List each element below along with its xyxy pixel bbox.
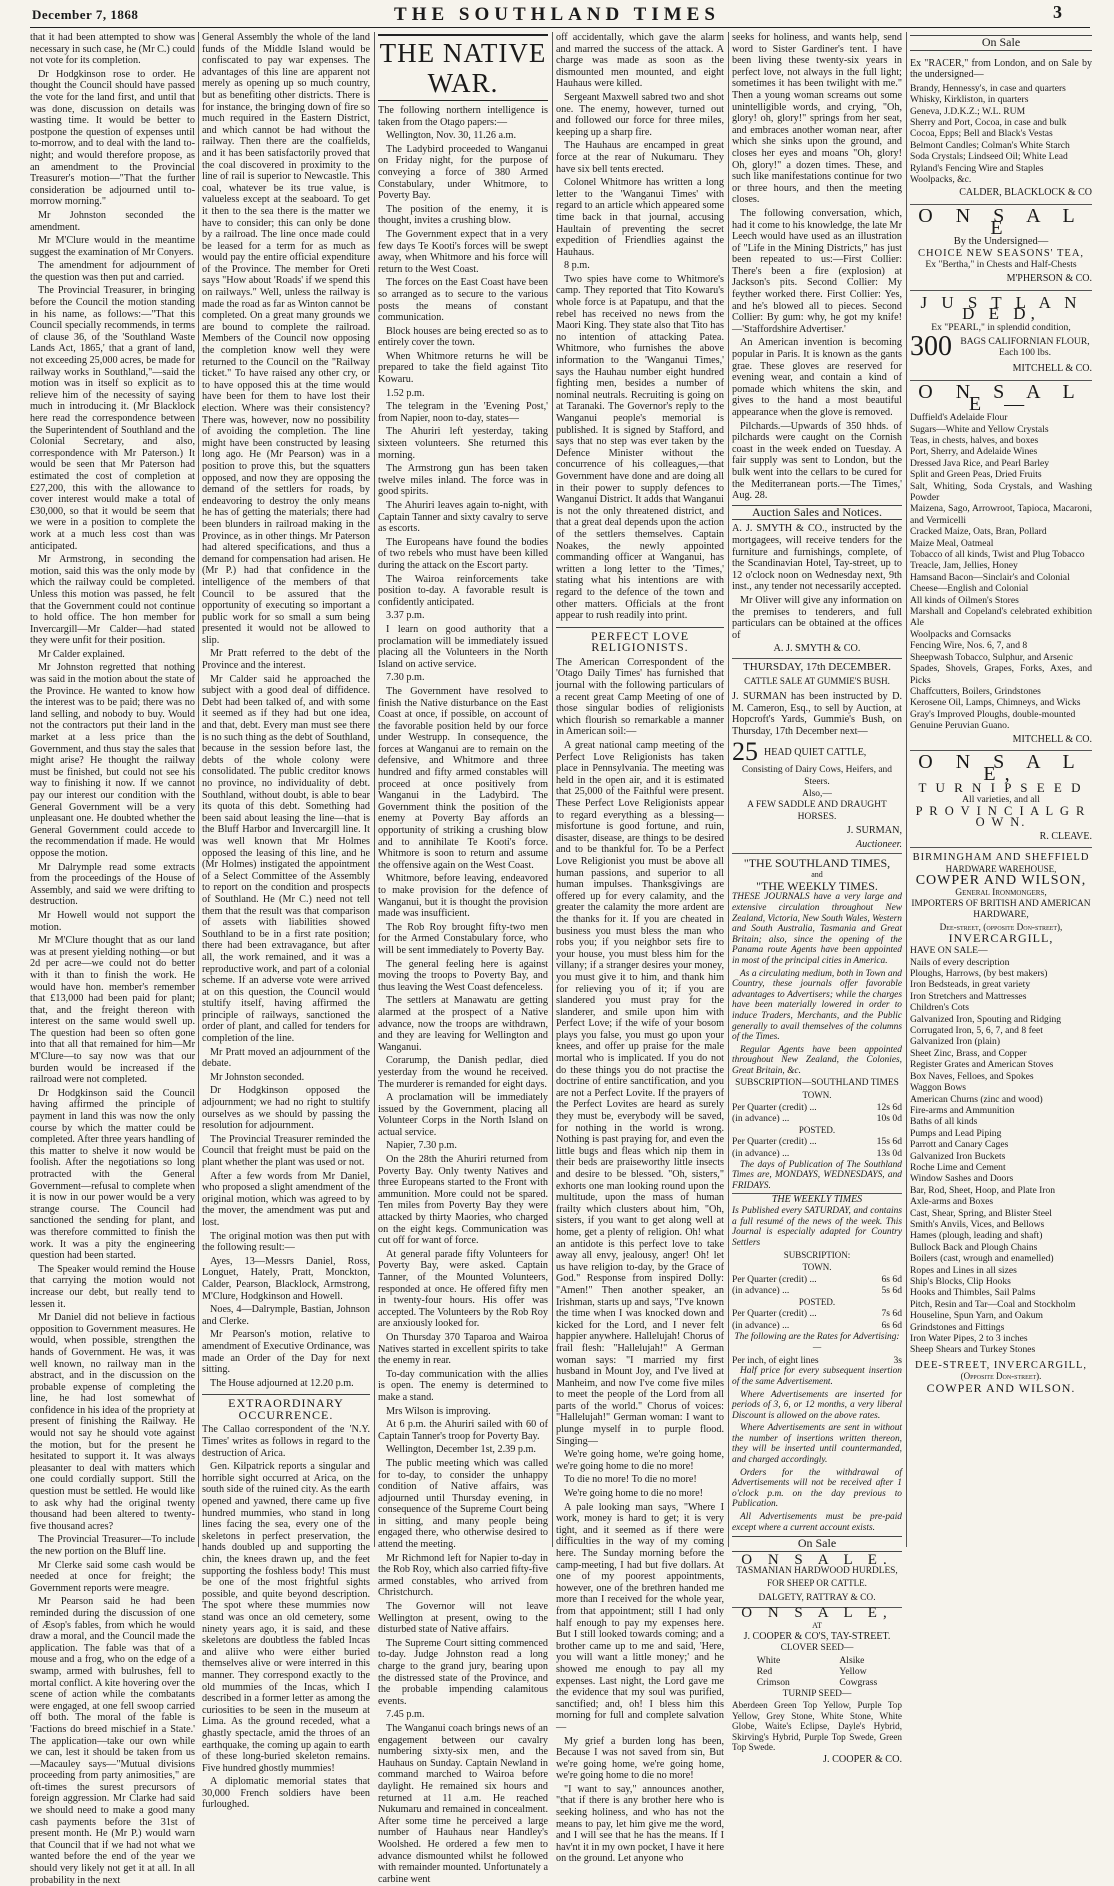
cattle-count: 25 xyxy=(732,737,758,767)
native-war-title: THE NATIVE WAR. xyxy=(378,34,548,101)
rate-label: (in advance) ... xyxy=(732,1148,790,1160)
hardware-warehouse: HARDWARE WAREHOUSE, xyxy=(945,863,1057,874)
medium-text: As a circulating medium, both in Town and Country, these journals offer favorable advantages to Advertisers; while the charges have been materially lowered in order to induce Traders, Merchants, and the Public generally to avail themselves of the columns of the Times. xyxy=(732,968,902,1043)
ad-rates-heading: The following are the Rates for Advertising:— xyxy=(734,1331,900,1354)
paragraph: 7.45 p.m. xyxy=(386,1709,425,1721)
on-sale-big: O N S A L E. xyxy=(741,1551,893,1568)
mitchell-item: Marshall and Copeland's celebrated exhibition Ale xyxy=(910,606,1092,629)
mitchell-item: Cheese—English and Colonial xyxy=(910,583,1029,595)
mitchell-item: All kinds of Oilmen's Stores xyxy=(910,594,1019,606)
paragraph: The amendment for adjournment of the question was then put and carried. xyxy=(30,260,195,283)
rate-row xyxy=(732,1148,902,1160)
ad-rate-value: 3s xyxy=(893,1354,902,1366)
paragraph: The House adjourned at 12.20 p.m. xyxy=(210,1377,354,1389)
paragraph: Noes, 4—Dalrymple, Bastian, Johnson and Clerke. xyxy=(202,1304,370,1327)
racer-item: Belmont Candles; Colman's White Starch xyxy=(910,139,1070,151)
section-title-extraordinary: EXTRAORDINARY OCCURRENCE. xyxy=(202,1394,370,1421)
rate-row xyxy=(732,1320,902,1332)
cowper-item: Axle-arms and Boxes xyxy=(910,1196,994,1208)
mitchell-sig-2: MITCHELL & CO. xyxy=(1012,733,1092,745)
racer-item: Soda Crystals; Lindseed Oil; White Lead xyxy=(910,151,1068,163)
paragraph: To die no more! To die no more! xyxy=(564,1474,697,1486)
clover-item: Crimson xyxy=(756,1677,790,1689)
paragraph: Wellington, December 1st, 2.39 p.m. xyxy=(386,1444,536,1456)
paragraph: Sergeant Maxwell sabred two and shot one. The enemy, however, turned out and followed our force for three miles, keeping up a sharp fire. xyxy=(556,91,724,138)
mitchell-item: Sheepwash Tobacco, Sulphur, and Arsenic xyxy=(910,651,1073,663)
rate-label: (in advance) ... xyxy=(732,1319,790,1331)
cowper-item: Parrott and Canary Cages xyxy=(910,1139,1009,1151)
paragraph: Mr Howell would not support the motion. xyxy=(30,909,195,933)
paragraph: Mr Pratt moved an adjournment of the debate. xyxy=(202,1046,370,1070)
racer-ad xyxy=(910,54,1092,205)
paragraph: The Wanganui coach brings news of an engagement between our cavalry numbering sixty-six men, and the Hauhaus on Sunday. Captain Newland in command marched to Wairoa before daylight. He remained six hours and returned at 11 a.m. He reached Nukumaru and remained in concealment. After some time he perceived a large number of Hauhaus near Handley's Woolshed. He ordered a few men to advance dismounted whilst he followed with remainder mounted. Unfortunately a carbine went xyxy=(378,1722,548,1885)
rate-row xyxy=(732,1113,902,1125)
mitchell-item: Kerosene Oil, Lamps, Chimneys, and Wicks xyxy=(910,697,1081,709)
cowper-item: Boilers (cast, wrough and enamelled) xyxy=(910,1253,1054,1265)
paragraph: The Ahuriri leaves again to-night, with Captain Tanner and sixty cavalry to serve as escorts. xyxy=(378,500,548,535)
column-1 xyxy=(30,32,195,1886)
paragraph: On the 28th the Ahuriri returned from Poverty Bay. Only twenty Natives and three Europeans started to the Front with ammunition. More could not be spared. Ten miles from Poverty Bay they were attacked by thirty Maories, who charged on the eight kegs. Communication was cut off for want of force. xyxy=(378,1154,548,1247)
page-date: December 7, 1868 xyxy=(32,7,139,22)
paragraph: Mr Pearson said he had been reminded during the discussion of one of Æsop's fables, from which he would draw a moral, and the Council made the application. The fable was that of a mouse and a frog, who on the edge of a swamp, armed with bulrushes, fell to mortal conflict. A kite hovering over the scene of action while the combatants were engaged, at one fell swoop carried off both. The moral of the fable is 'Factions do breed mischief in a State.' The application—take our own while we can, lest it should be taken from us—Macauley says—"Mutual divisions proceeding from party animosities," are oft-times the surest precursors of foreign aggression. Mr Clarke had said we should need to make a good many cash payments before the 31st of present month. He (Mr P.) would warn that Council that if we had not what we wanted before the end of the year we should very likely not get it at all. In all probability in the next xyxy=(30,1596,195,1886)
prepaid-note: All Advertisements must be pre-paid except where a current account exists. xyxy=(732,1512,902,1533)
for-sheep: FOR SHEEP OR CATTLE. xyxy=(767,1578,867,1588)
mitchell-item: Tobacco of all kinds, Twist and Plug Tobacco xyxy=(910,549,1085,561)
paragraph: 8 p.m. xyxy=(564,260,590,272)
paragraph: The original motion was then put with the following result:— xyxy=(202,1230,370,1254)
mitchell-sig-1: MITCHELL & CO. xyxy=(1012,363,1092,375)
paragraph: At general parade fifty Volunteers for Poverty Bay, were asked. Captain Tanner, of the Mounted Volunteers, responded at once. He offered fifty men in twenty-four hours. His offer was accepted. The Volunteers by the Rob Roy are anxiously looked for. xyxy=(378,1248,548,1330)
flour-bags: BAGS CALIFORNIAN FLOUR, Each 100 lbs. xyxy=(960,335,1090,359)
paragraph: The forces on the East Coast have been so arranged as to secure to the various posts the means of constant communication. xyxy=(378,277,548,324)
racer-item: Ryland's Fencing Wire and Staples xyxy=(910,162,1044,174)
rate-label: Per Quarter (credit) ... xyxy=(732,1101,817,1113)
clover-item: Red xyxy=(756,1665,773,1677)
rate-label: (in advance) ... xyxy=(732,1113,790,1125)
on-sale-heading-right: On Sale xyxy=(910,35,1092,51)
posted-label-2: POSTED. xyxy=(798,1296,836,1307)
cowper-item: Nails of every description xyxy=(910,956,1010,968)
column-divider xyxy=(374,32,375,1547)
paragraph: A great national camp meeting of the Perfect Love Religionists has taken place in Pennsylvania. The meeting was held in the open air, and it is estimated that 25,000 of the Faithful were present. These Perfect Love Religionists appear to regard everything as a blessing—misfortune is good fortune, and ruin, disaster, disease, are things to be desired and to be thankful for. To be a Perfect Love Religionist you must be above all human passions, and superior to all human impulses. Thanksgivings are offered up for every calamity, and the greater the calamity the more ardent are the thanks for it. If you are cheated in business you must bless the man who robs you; if you neighbor sets fire to your house, you must bless him for the villany; if a stranger desires your money, you must give it to him, and thank him for relieving you of it; if you are slandered you must pray for the slanderer, and smile upon him with Perfect Love; if the wife of your bosom plays you false, you must go upon your knees, and offer up praise for the male mortal who is implicated. If you do not do these things you do not practise the doctrine of entire sanctification, and you are not a Perfect Lovite. If the prayers of the Perfect Lovites are heard as surely they must be, everybody will be saved, for nothing in the world is wrong. Nothing is past praying for, and even the little bugs and fleas which nip them in their beds are praiseworthy little insects and desire to be blessed. "Oh, sisters," exhorts one man looking round upon the multitude, upon the mass of human frailty which clusters about him, "Oh, sisters, if you want to get along well at home, get a plenty of religion. Oh! what an antidote is this perfect love to take away all envy, jealousy, anger! Oh! let us have religion to-day, by the Grace of God." Response from inspired Dolly: "Amen!" Then another speaker, an Irishman, starts up and says, "I've known the time when I was knocked down and kicked for the Lord, and I never felt happier anywhere. Hallelujah! Chorus of frail flesh: "Hallelujah!" A German woman says: "I married my first husband in Mount Joy, and I've lived at Manheim, and now I've come five miles to meet the people of the Lord from all parts of the world." Chorus of voices: "Hallelujah!" German woman: I want to plunge myself in to purple flood. Singing— xyxy=(556,740,724,1447)
mitchell-item: Dressed Java Rice, and Pearl Barley xyxy=(910,457,1050,469)
auction-smyth: A. J. SMYTH & CO., instructed by the mortgagees, will receive tenders for the furniture and furnishings, complete, of the Scandinavian Hotel, Tay-street, up to 12 o'clock noon on Wednesday next, 9th inst., any tender not necessarily accepted. xyxy=(732,523,902,593)
cowper-item: Hames (plough, leading and shaft) xyxy=(910,1230,1043,1242)
section-title-perfect-love: PERFECT LOVE RELIGIONISTS. xyxy=(556,627,724,654)
just-landed: J U S T L A N D E D, xyxy=(920,292,1082,324)
paragraph: The American Correspondent of the 'Otago Daily Times' has furnished that journal with the following particulars of a recent great Camp Meeting of one of those singular bodies of religionists which flourish so remarkable a manner in American soil:— xyxy=(556,656,724,738)
paragraph: seeks for holiness, and wants help, send word to Sister Gardiner's tent. I have been living these twenty-six years in perfect love, not always in the full light; sometimes it has been twilight with me." Then a young woman screams out some unintelligible words, and crying, "Oh, glory! oh, glory!" springs from her seat, and embraces another woman near, after which she sinks upon the ground, and closes her eyes and moans "Oh, glory! Oh, glory!" a dozen times. These, and such like manifestations continue for two or three hours, and then the meeting closes. xyxy=(732,32,902,206)
turnip-heading: TURNIP SEED— xyxy=(782,1688,852,1699)
birmingham: BIRMINGHAM AND SHEFFIELD xyxy=(912,852,1090,864)
paragraph: A diplomatic memorial states that 30,000 French soldiers have been furloughed. xyxy=(202,1776,370,1811)
paragraph: Mr Dalrymple read some extracts from the proceedings of the House of Assembly, and said we were drifting to destruction. xyxy=(30,861,195,908)
cowper-item: Iron Bedsteads, in great variety xyxy=(910,979,1031,991)
page-mark: 3 xyxy=(1053,2,1062,22)
paragraph: 3.37 p.m. xyxy=(386,610,425,622)
cowper-item: Sheet Zinc, Brass, and Copper xyxy=(910,1047,1027,1059)
paragraph: We're going home to die no more! xyxy=(564,1488,704,1500)
paragraph: Dr Hodgkinson opposed the adjournment; we had no right to stultify ourselves as we should by passing the resolution for adjournment. xyxy=(202,1085,370,1132)
cowper-item: Baths of all kinds xyxy=(910,1116,978,1128)
cowper-item: Galvanized Iron (plain) xyxy=(910,1036,1001,1048)
turnip-list: Aberdeen Green Top Yellow, Purple Top Yellow, Grey Stone, White Stone, White Globe, Waite's Eclipse, Dayle's Hybrid, Skirving's Hybrid, Purple Top Swede, Green Top Swede. xyxy=(732,1700,902,1752)
paragraph: Block houses are being erected so as to entirely cover the town. xyxy=(378,325,548,349)
paragraph: The Provincial Treasurer reminded the Council that freight must be paid on the plant whether the plant was used or not. xyxy=(202,1133,370,1168)
cowper-item: Fire-arms and Ammunition xyxy=(910,1104,1015,1116)
paragraph: The Armstrong gun has been taken twelve miles inland. The force was in good spirits. xyxy=(378,463,548,498)
rate-row xyxy=(732,1308,902,1320)
invercargill: INVERCARGILL, xyxy=(948,931,1054,946)
paragraph: General Assembly the whole of the land funds of the Middle Island would be confiscated to pay war expenses. The advantages of this line are apparent not merely as opening up so much country, but as benefiting other districts. There is for instance, the bringing down of fire so much required in the Eastern District, and which cannot be had without the railway. Then there are the coalfields, and it has been satisfactorily proved that the coal discovered in proximity to the line of rail is superior to Newcastle. This coal, whatever be its true value, is valueless except at the seaboard. To get it then to the sea there is the matter we have to consider; this can only be done by a railroad. The line once made could be leased for a term for as much as would pay the entire official expenditure of the Province. The member for Oreti says "How about 'Roads' if we spend this on railways." Well, unless the railway is made the road as far as Winton cannot be completed. On a great many grounds we are bound to complete the railroad. Members of the Council now opposing the completion know well they were returned to the Council on the "Railway ticket." To have raised any other cry, or to have opposed this at the time would have been for them to have lost their election. Where was their consistency? There was, however, now no possibility of avoiding the completion. The line might have been constructed by leasing long ago. He (Mr Pearson) was in a position to prove this, but the squatters opposed, and now they are opposing the demand of the settlers for roads, by endeavoring to destroy the only means he has of getting the materials; there had been blunders in railroad making in the Province, as in other things. Mr Paterson had altered specifications, and thus a demand for compensation had arisen. He (Mr P.) had that confidence in the intelligence of the members of that Council to be assured that the opportunity of executing so important a public work for so small a sum being presented it would not be allowed to slip. xyxy=(202,32,370,646)
paragraph: The Governor will not leave Wellington at present, owing to the disturbed state of Native affairs. xyxy=(378,1601,548,1636)
page-header xyxy=(0,0,1114,30)
cowper-item: Box Naves, Felloes, and Spokes xyxy=(910,1070,1034,1082)
cowper-item: Register Grates and American Stoves xyxy=(910,1059,1054,1071)
hardware-label: HARDWARE, xyxy=(973,910,1029,921)
surman-role: Auctioneer. xyxy=(732,839,902,854)
cowper-item: Galvanized Iron Buckets xyxy=(910,1150,1006,1162)
cowper-item: Hooks and Thimbles, Sail Palms xyxy=(910,1287,1036,1299)
publication-days: The days of Publication of The Southland Times are, MONDAYS, WEDNESDAYS, and FRIDAYS. xyxy=(732,1159,902,1191)
mitchell-item: Treacle, Jam, Jellies, Honey xyxy=(910,560,1018,572)
paragraph: The position of the enemy, it is thought, invites a crushing blow. xyxy=(378,203,548,227)
clover-item: Cowgrass xyxy=(839,1677,878,1689)
paragraph: The public meeting which was called for to-day, to consider the unhappy condition of Native affairs, was adjourned until Thursday evening, in consequence of the Supreme Court being in sitting, and many people being engaged there, who otherwise desired to attend the meeting. xyxy=(378,1457,548,1551)
ad-rate-label: Per inch, of eight lines xyxy=(732,1354,819,1366)
dee-street: Dee-street, (opposite Don-street), xyxy=(939,921,1063,932)
column-2 xyxy=(202,32,370,1811)
cleave-sig: R. CLEAVE. xyxy=(1039,830,1092,842)
paragraph: Ayes, 13—Messrs Daniel, Ross, Longuet, Hately, Pratt, Monckton, Calder, Pearson, Blacklock, Armstrong, M'Clure, Hodgkinson and Howell. xyxy=(202,1255,370,1302)
paragraph: The following northern intelligence is taken from the Otago papers:— xyxy=(378,105,548,128)
mitchell-item: Split and Green Peas, Dried Fruits xyxy=(910,469,1042,481)
cowper-item: Bar, Rod, Sheet, Hoop, and Plate Iron xyxy=(910,1184,1056,1196)
on-sale-tea: O N S A L E xyxy=(918,205,1084,239)
cowper-item: Ship's Blocks, Clip Hooks xyxy=(910,1276,1011,1287)
paragraph: An American invention is becoming popular in Paris. It is known as the gants grae. These gloves are reserved for evening wear, and contain a kind of pomade which whitens the skin, and gives to the hand a most beautiful appearance when the glove is removed. xyxy=(732,337,902,418)
by-undersigned: By the Undersigned— xyxy=(953,236,1049,248)
paragraph: Mr Calder said he approached the subject with a good deal of diffidence. Debt had been talked of, and with some it seemed as if they had but one idea, and that, debt. Every man must see there is no such thing as the debt of Southland, because in the session before last, the debts of the whole colony were consolidated. The public creditor knows no province, no individuality of debt. Southland, without doubt, is able to bear its quota of this debt. Something had been said about leasing the line—that is the Bluff Harbor and Invercargill line. It was well known that Mr Holmes opposed the leasing of this line, and he (Mr Holmes) instigated the appointment of a Select Committee of the Assembly to report on the condition and prospects of Southland. He (Mr C.) need not tell them that the result was that comparison of assets with liabilities showed Southland to be in a first rate position; there had been extravagance, but after all, the work remained, and it was a reproductive work, and part of a colonial scheme. If an adverse vote were arrived at on this question, the Council would stultify itself, having affirmed the principle of railways, sanctioned the order of plant, and called for tenders for completion of the line. xyxy=(202,673,370,1045)
masthead-title: THE SOUTHLAND TIMES xyxy=(394,4,720,25)
pearl-line: Ex "PEARL," in splendid condition, xyxy=(931,321,1071,333)
paragraph: 1.52 p.m. xyxy=(386,387,425,399)
rate-row xyxy=(732,1136,902,1148)
paragraph: Corarump, the Danish pedlar, died yesterday from the wound he received. The murderer is remanded for eight days. xyxy=(378,1055,548,1090)
paragraph: that it had been attempted to show was necessary in such case, he (Mr C.) could not vote for its completion. xyxy=(30,32,195,67)
cowper-item: Pumps and Lead Piping xyxy=(910,1127,1002,1139)
racer-item: Whisky, Kirkliston, in quarters xyxy=(910,94,1029,106)
paragraph: The telegram in the 'Evening Post,' from Napier, noon to-day, states— xyxy=(378,401,548,424)
clover-lists xyxy=(732,1655,902,1689)
cowper-sig: COWPER AND WILSON. xyxy=(926,1381,1076,1396)
discount-note: Where Advertisements are inserted for periods of 3, 6, or 12 months, a very liberal Discount is allowed on the above rates. xyxy=(732,1389,902,1421)
racer-item: Woolpacks, &c. xyxy=(910,174,972,186)
paragraph: Mr Johnston seconded. xyxy=(210,1071,305,1083)
turnip-seed: T U R N I P S E E D xyxy=(918,780,1084,796)
paragraph: On Thursday 370 Taparoa and Wairoa Natives started in excellent spirits to take the enemy in rear. xyxy=(378,1331,548,1367)
on-sale-big-2: O N S A L E, xyxy=(741,1605,893,1622)
paragraph: The Government have resolved to finish the Native disturbance on the East Coast at once, if possible, on account of the favorable position held by our force under Westrupp. In consequence, the forces at Wanganui are to remain on the defensive, and Whitmore and three hundred and fifty armed constables will proceed at once positively from Wanganui in the Ladybird. The Government think the position of the enemy at Poverty Bay affords an opportunity of striking a crushing blow and to annihilate Te Kooti's force. Whitmore is soon to return and assume the offensive again on the West Coast. xyxy=(378,685,548,871)
calder-sig: CALDER, BLACKLOCK & CO xyxy=(959,187,1092,199)
cowper-item: Pitch, Resin and Tar—Coal and Stockholm xyxy=(910,1298,1076,1310)
cowper-item: Ropes and Lines in all sizes xyxy=(910,1264,1017,1276)
paragraph: Mr Richmond left for Napier to-day in the Rob Roy, which also carried fifty-five armed constables, who arrived from Christchurch. xyxy=(378,1552,548,1599)
opposite-don: (Opposite Don-street). xyxy=(960,1371,1042,1382)
paragraph: The Provincial Treasurer—To include the new portion on the Bluff line. xyxy=(30,1534,195,1557)
on-sale-heading: On Sale xyxy=(732,1536,902,1552)
paragraph: Gen. Kilpatrick reports a singular and horrible sight occurred at Arica, on the south side of the ruined city. As the earth opened and yawned, there came up five hundred mummies, who stand in long lines facing the sea, every one of the skeletons in perfect preservation, the hands doubled up and supporting the chin, the knees drawn up, and the feet supporting the foshless body! This must be one of the most frightful sights possible, and quite beyond description. The spot where these mummies now stand was once an old cemetery, some ninety years ago, it is said, and these skeletons are doubtless the fabled Incas and aliive who were either buried themselves alive or were interred in this manner. They correspond exactly to the old mummies of the Incas, which I described in a former letter as among the curiosities to be seen in the museum at Lima. As the ground receded, what a ghastly spectacle, amid the throes of an earthquake, the coming up again to earth of these long-buried skeleton remains. Five hundred ghostly mummies! xyxy=(202,1461,370,1774)
importers: IMPORTERS OF BRITISH AND AMERICAN xyxy=(911,898,1091,909)
ad-rate-row xyxy=(732,1355,902,1367)
all-varieties: All varieties, and all xyxy=(962,793,1040,805)
mitchell-item: Salt, Whiting, Soda Crystals, and Washing Powder xyxy=(910,480,1092,503)
surman-notice: J. SURMAN has been instructed by D. M. Cameron, Esq., to sell by Auction, at Hopcroft's Yards, Gummie's Bush, on Thursday, 17th December next— xyxy=(732,691,902,737)
dee-street-2: DEE-STREET, INVERCARGILL, xyxy=(914,1359,1088,1371)
paragraph: Mr Calder explained. xyxy=(38,648,125,660)
paragraph: Wellington, Nov. 30, 11.26 a.m. xyxy=(386,130,516,142)
rate-row xyxy=(732,1285,902,1297)
paragraph: A pale looking man says, "Where I work, money is hard to get; it is very tight, and it seemed as if there were difficulties in the way of my coming here. The Sunday morning before the camp-meeting, I had but five dollars. At one of my poorest appointments, however, one of the brethren handed me more than I received for the whole year, from that appointment; still I had only half enough to pay my expenses here. But I still looked towards coming; and a brother came up to me and said, 'Here, you will want a little money;' and he showed me enough to pay all my expenses. Last night, the Lord gave me the evidence that my soul was purified, sanctified; and, oh! I bless him this morning for full and complete salvation— xyxy=(556,1501,724,1733)
rate-label: (in advance) ... xyxy=(732,1285,790,1297)
racer-item: Geneva, J.D.K.Z.; W.L. RUM xyxy=(910,105,1026,117)
clover-item: White xyxy=(756,1654,781,1666)
rate-label: Per Quarter (credit) ... xyxy=(732,1273,817,1285)
mitchell-item: Cracked Maize, Oats, Bran, Pollard xyxy=(910,526,1047,538)
racer-item: Sherry and Port, Cocoa, in case and bulk xyxy=(910,117,1067,128)
cattle-consisting: Consisting of Dairy Cows, Heifers, and Steers. xyxy=(741,765,893,788)
paragraph: Colonel Whitmore has written a long letter to the 'Wanganui Times' with regard to an article which appeared some time back in that journal, accusing Haultain of preventing the secret expedition of Friendlies against the Hauhaus. xyxy=(556,177,724,258)
column-divider xyxy=(198,32,199,1547)
auction-smyth-note: Mr Oliver will give any information on the premises to tenderers, and full particulars can be obtained at the offices of xyxy=(732,594,902,641)
cowper-item: American Churns (zinc and wood) xyxy=(910,1093,1043,1105)
posted-label: POSTED. xyxy=(798,1124,836,1135)
cowper-item: Houseline, Spun Yarn, and Oakum xyxy=(910,1310,1043,1322)
cowper-item: Window Sashes and Doors xyxy=(910,1173,1014,1185)
paragraph: Mr Armstrong, in seconding the motion, said this was the only mode by which the railway could be completed. Unless this motion was passed, he felt that the Government could not continue to hold office. The hon member for Invercargill—Mr Calder—had stated they were unfit for their position. xyxy=(30,554,195,647)
paragraph: The general feeling here is against moving the troops to Poverty Bay, and thus leaving the West Coast defenceless. xyxy=(378,958,548,993)
flour-ad xyxy=(910,291,1092,381)
rate-row xyxy=(732,1274,902,1286)
general-ironmongers: General Ironmongers, xyxy=(955,887,1047,899)
paragraph: The settlers at Manawatu are getting alarmed at the prospect of a Native advance, now the troops are withdrawn, and they are leaving for Wellington and Wanganui. xyxy=(378,995,548,1053)
mitchell-item: Duffield's Adelaide Flour xyxy=(910,412,1008,424)
paragraph: We're going home, we're going home, we're going home to die no more! xyxy=(556,1449,724,1472)
racer-intro: Ex "RACER," from London, and on Sale by the undersigned— xyxy=(910,57,1092,81)
mitchell-item: Hamsand Bacon—Sinclair's and Colonial xyxy=(910,571,1070,583)
paragraph: Mr Johnston seconded the amendment. xyxy=(30,209,195,233)
on-sale-turnip: O N S A L E, xyxy=(918,751,1084,785)
clover-item: Yellow xyxy=(839,1665,867,1677)
paragraph: The following conversation, which, had it come to his knowledge, the late Mr Leech would have used as an illustration of "Life in the Mining Districts," has just been repeated to us:—First Collier: There's been a fire (explosion) at Jackson's pits. Second Collier: My feyther worked there. First Collier: Yes, and he's blowed all to pieces. Second Collier: By gum: why, he got my knife!—'Staffordshire Advertiser.' xyxy=(732,207,902,335)
cooper-sig: J. COOPER & CO. xyxy=(823,1754,902,1766)
cowper-title: COWPER AND WILSON, xyxy=(915,873,1087,889)
cowper-item: Bullock Back and Plough Chains xyxy=(910,1241,1038,1253)
mitchell-item: Woolpacks and Cornsacks xyxy=(910,628,1012,640)
dalgety-sig: DALGETY, RATTRAY & CO. xyxy=(732,1590,902,1609)
weekly-times-ad-title: "THE WEEKLY TIMES. xyxy=(756,878,878,893)
cattle-sale-heading: CATTLE SALE AT GUMMIE'S BUSH. xyxy=(744,676,890,687)
header-rule xyxy=(30,27,1090,28)
paragraph: Mrs Wilson is improving. xyxy=(386,1405,491,1417)
mitchell-ad xyxy=(910,381,1092,751)
rate-value: 7s 6d xyxy=(881,1308,902,1320)
column-5 xyxy=(732,32,902,1766)
clover-item: Alsike xyxy=(839,1654,865,1666)
agents-text: Regular Agents have been appointed throughout New Zealand, the Colonies, Great Britain, &c. xyxy=(732,1044,902,1076)
racer-item: Brandy, Hennessy's, in case and quarters xyxy=(910,82,1066,94)
mitchell-item: Sugars—White and Yellow Crystals xyxy=(910,423,1049,435)
weekly-times-desc: Is Published every SATURDAY, and contains a full resumé of the news of the week. This Journal is especially adapted for Country Settlers xyxy=(732,1206,902,1248)
cattle-head: HEAD QUIET CATTLE, xyxy=(764,746,867,758)
paragraph: Mr Pratt referred to the debt of the Province and the interest. xyxy=(202,648,370,672)
rate-value: 5s 6d xyxy=(881,1285,902,1297)
rate-value: 12s 6d xyxy=(876,1101,902,1113)
paragraph: The Callao correspondent of the 'N.Y. Times' writes as follows in regard to the destruction of Arica. xyxy=(202,1424,370,1459)
mitchell-item: Maize Meal, Oatmeal xyxy=(910,537,994,549)
cowper-item: Corrugated Iron, 5, 6, 7, and 8 feet xyxy=(910,1025,1043,1037)
paragraph: The Wairoa reinforcements take position to-day. A favorable result is confidently anticipated. xyxy=(378,573,548,608)
thursday-heading: THURSDAY, 17th DECEMBER. xyxy=(732,658,902,674)
town-label-2: TOWN. xyxy=(802,1261,832,1272)
racer-item: Cocoa, Epps; Bell and Black's Vestas xyxy=(910,128,1053,140)
paragraph: The Ahuriri left yesterday, taking sixteen volunteers. She returned this morning. xyxy=(378,426,548,461)
paragraph: My grief a burden long has been, Because I was not saved from sin, But we're going home, we're going home, we're going home to die no more! xyxy=(556,1735,724,1782)
paragraph: The Supreme Court sitting commenced to-day. Judge Johnston read a long charge to the grand jury, bearing upon the distressed state of the Province, and the probable impending calamitous events. xyxy=(378,1637,548,1707)
column-6 xyxy=(910,32,1092,1547)
paragraph: The Government expect that in a very few days Te Kooti's forces will be swept away, when Whitmore and his force will return to the West Coast. xyxy=(378,228,548,275)
cowper-item: Iron Water Pipes, 2 to 3 inches xyxy=(910,1333,1028,1345)
bertha-line: Ex "Bertha," in Chests and Half-Chests xyxy=(925,259,1077,271)
cowper-ad xyxy=(910,848,1092,1399)
flour-count: 300 xyxy=(910,331,952,363)
paragraph: The Hauhaus are encamped in great force at the rear of Nukumaru. They have six bell tents erected. xyxy=(556,140,724,175)
cooper-address: J. COOPER & CO'S, TAY-STREET. xyxy=(743,1631,891,1643)
clover-heading: CLOVER SEED— xyxy=(780,1642,854,1653)
mpherson-sig: M'PHERSON & CO. xyxy=(1006,273,1092,284)
rate-label: Per Quarter (credit) ... xyxy=(732,1136,817,1148)
paragraph: Pilchards.—Upwards of 350 hhds. of pilchards were caught on the Cornish coast in the week ended on Tuesday. A fair supply was sent to London, but the bulk went into the cellars to be cured for the Mediterranean ports.—The Times,' Aug. 28. xyxy=(732,420,902,502)
paragraph: Dr Hodgkinson rose to order. He thought the Council should have passed the vote for the land first, and until that was done, discussion on details was wasting time. It would be better to postpone the question of expenses until to-morrow, and to deal with the land to-night; and would therefore propose, as an amendment to the Provincial Treasurer's motion—"That the further consideration be adjourned until to-morrow morning." xyxy=(30,68,195,208)
weekly-times-heading: THE WEEKLY TIMES xyxy=(732,1193,902,1206)
mitchell-item: Fencing Wire, Nos. 6, 7, and 8 xyxy=(910,640,1028,652)
choice-tea: CHOICE NEW SEASONS' TEA, xyxy=(917,247,1085,259)
cowper-item: Waggon Bows xyxy=(910,1082,966,1094)
paragraph: When Whitmore returns he will be prepared to take the field against Tito Kowaru. xyxy=(378,350,548,386)
paragraph: After a few words from Mr Daniel, who proposed a slight amendment of the original motion, which was agreed to by the mover, the amendment was put and lost. xyxy=(202,1170,370,1228)
paragraph: Mr Pearson's motion, relative to amendment of Executive Ordinance, was made an Order of the Day for next sitting. xyxy=(202,1329,370,1376)
paragraph: Two spies have come to Whitmore's camp. They reported that Tito Kowaru's whole force is at Papatupu, and that the rebel has received no news from the Maori King. They state also that Tito has no intention of attacking Patea. Whitmore, who furnishes the above information to the 'Wanganui Times,' says the Hauhau number eight hundred fighting men, besides a number of nominal neutrals. Recruiting is going on at Taranaki. The Governor's reply to the Wanganui people's memorial is published. It is signed by Stafford, and says that no step was ever taken by the Defence Minister without the concurrence of his colleagues,—that Government have done and are doing all in their power to supply defences to Wanganui District. It adds that Wanganui is not the only threatened district, and that a great deal depends upon the action of the settlers themselves. Captain Noakes, the newly appointed commanding officer at Wanganui, has written a long letter to the 'Times,' stating what his intentions are with regard to the defence of the town and other matters. Officials at the front appear to rush readily into print. xyxy=(556,273,724,622)
mitchell-item: Chaffcutters, Boilers, Grindstones xyxy=(910,685,1041,697)
on-sale-mitchell: O N S A L E — xyxy=(918,380,1084,415)
cattle-horses: A FEW SADDLE AND DRAUGHT HORSES. xyxy=(747,800,887,822)
paragraph: I learn on good authority that a proclamation will be immediately issued placing all the Volunteers in the North Island on active service. xyxy=(378,623,548,670)
southland-times-ad-title: "THE SOUTHLAND TIMES, xyxy=(743,855,891,870)
provincial-grown: P R O V I N C I A L G R O W N. xyxy=(915,803,1087,830)
auction-smyth-sig: A. J. SMYTH & CO. xyxy=(773,643,861,655)
mitchell-item: Spades, Shovels, Grapes, Forks, Axes, and Picks xyxy=(910,663,1092,686)
auction-heading: Auction Sales and Notices. xyxy=(732,505,902,521)
turnip-seed-ad xyxy=(910,751,1092,848)
paragraph: Dr Hodgkinson said the Council having affirmed the principle of payment in land this was now the only course by which the matter could be completed. After three years handling of this matter to shelve it now would be foolish. After the negotiations so long protracted with the General Government—refusal to complete when it is now in our power would be a very strange course. The Council had sanctioned the sending for plant, and was therefore committed to finish the work. It was a pity the engineering question had been started. xyxy=(30,1087,195,1262)
rate-label: Per Quarter (credit) ... xyxy=(732,1308,817,1320)
rate-value: 6s 6d xyxy=(881,1319,902,1331)
paragraph: Mr Clerke said some cash would be needed at once for freight; the Government reports were meagre. xyxy=(30,1559,195,1594)
cowper-item: Ploughs, Harrows, (by best makers) xyxy=(910,968,1048,980)
cowper-item: Grindstones and Fittings xyxy=(910,1321,1005,1333)
paragraph: "I want to say," announces another, "that if there is any brother here who is seeking holiness, and who has not the means to pay, let him give me the word, and I will see that he has the means. If I hav'nt it in my own pocket, I have it here on the ground. Let anyone who xyxy=(556,1783,724,1865)
column-divider xyxy=(552,32,553,1547)
paragraph: The Rob Roy brought fifty-two men for the Armed Constabulary force, who will be sent immediately to Poverty Bay. xyxy=(378,921,548,956)
paragraph: The Europeans have found the bodies of two rebels who must have been killed during the attack on the Escort party. xyxy=(378,536,548,571)
mitchell-item: Teas, in chests, halves, and boxes xyxy=(910,434,1039,446)
rate-value: 13s 0d xyxy=(876,1148,902,1160)
hurdles: TASMANIAN HARDWOOD HURDLES, xyxy=(736,1566,898,1577)
have-on-sale: HAVE ON SALE— xyxy=(910,945,988,957)
rate-row xyxy=(732,1102,902,1114)
paragraph: Napier, 7.30 p.m. xyxy=(386,1140,457,1152)
cowper-item: Galvanized Iron, Spouting and Ridging xyxy=(910,1013,1062,1025)
mitchell-item: Maizena, Sago, Arrowroot, Tapioca, Macaroni, and Vermicelli xyxy=(910,503,1092,526)
cowper-item: Cast, Shear, Spring, and Blister Steel xyxy=(910,1207,1052,1219)
town-label: TOWN. xyxy=(802,1090,832,1101)
tea-ad xyxy=(910,205,1092,291)
half-price-note: Half price for every subsequent insertion of the same Advertisement. xyxy=(732,1366,902,1387)
column-divider xyxy=(906,32,907,1547)
mitchell-item: Genuine Peruvian Guano. xyxy=(910,720,1010,732)
mitchell-item: Port, Sherry, and Adelaide Wines xyxy=(910,446,1038,458)
at-label: AT xyxy=(812,1620,822,1630)
column-4 xyxy=(556,32,724,1865)
cowper-item: Iron Stretchers and Mattresses xyxy=(910,990,1027,1002)
paragraph: The Ladybird proceeded to Wanganui on Friday night, for the purpose of conveying a force of 380 Armed Constabulary, under Whitmore, to Poverty Bay. xyxy=(378,143,548,202)
cowper-item: Children's Cots xyxy=(910,1002,970,1014)
rate-value: 15s 6d xyxy=(876,1136,902,1148)
rate-value: 10s 0d xyxy=(876,1113,902,1125)
subscription-label: SUBSCRIPTION: xyxy=(783,1250,851,1261)
cowper-item: Smith's Anvils, Vices, and Bellows xyxy=(910,1218,1045,1230)
paragraph: Mr Johnston regretted that nothing was said in the motion about the state of the Province. He wanted to know how the interest was to be paid; there was no land selling, and nobody to buy. Would not the contractors put their land in the market at a less price than the Government, and thus stay the sales that might arise? He thought the railway must be finished, but could not see his way to finishing it now. If we cannot pay our interest our condition with the General Government will be a very unpleasant one. He doubted whether the General Government could accede to the recommendation if made. He would oppose the motion. xyxy=(30,662,195,859)
cattle-also: Also,— xyxy=(802,788,832,799)
cowper-item: Sheep Shears and Turkey Stones xyxy=(910,1344,1036,1356)
surman-sig: J. SURMAN, xyxy=(846,825,902,837)
rate-value: 6s 6d xyxy=(881,1273,902,1285)
paragraph: Mr Daniel did not believe in factious opposition to Government measures. He would, when possible, strengthen the hands of Government. He was, it was well known, no railway man in the abstract, and in the discussion on the probable expense of completing the line, he had lost somewhat of confidence in his idea of the propriety at present of finishing the Railway. He would not say he should vote against the motion, but for the present he hesitated to support it. It was always pleasanter to deal with matters which one could cordially support. Still the question must be settled. He would like to ask why had the original twenty thousand had been altered to twenty-five thousand acres? xyxy=(30,1312,195,1532)
column-divider xyxy=(728,32,729,1547)
paragraph: To-day communication with the allies is open. The enemy is determined to make a stand. xyxy=(378,1368,548,1403)
paragraph: 7.30 p.m. xyxy=(386,672,425,684)
cowper-item: Roche Lime and Cement xyxy=(910,1161,1006,1173)
mitchell-item: Gray's Improved Ploughs, double-mounted xyxy=(910,708,1076,720)
column-3 xyxy=(378,32,548,1885)
subscription-heading: SUBSCRIPTION—SOUTHLAND TIMES xyxy=(735,1078,899,1089)
paragraph: At 6 p.m. the Ahuriri sailed with 60 of Captain Tanner's troop for Poverty Bay. xyxy=(378,1419,548,1442)
withdrawal-note: Orders for the withdrawal of Advertisements will not be received after 1 o'clock p.m. on the day previous to Publication. xyxy=(732,1467,902,1510)
journals-text: THESE JOURNALS have a very large and extensive circulation throughout New Zealand, Victoria, New South Wales, Western and South Australia, Tasmania and Great Britain; also, since the opening of the Panama route Agents have been appointed in most of the principal cities in America. xyxy=(732,892,902,966)
paragraph: Mr M'Clure would in the meantime suggest the examination of Mr Conyers. xyxy=(30,235,195,258)
paragraph: A proclamation will be immediately issued by the Government, placing all Volunteer Corps in the North Island on actual service. xyxy=(378,1092,548,1138)
insertions-note: Where Advertisements are sent in without the number of insertions written thereon, they will be inserted until countermanded, and charged accordingly. xyxy=(732,1423,902,1466)
paragraph: off accidentally, which gave the alarm and marred the success of the attack. A charge was made as soon as the dismounted men mounted, and eight Hauhaus were killed. xyxy=(556,32,724,90)
paragraph: Mr M'Clure thought that as our land was at present yielding nothing—or but 2d per acre—we could not do better with it than to finish the work. He would have hon. member's remember that £13,000 had been paid for plant; that, and the freight thereon with interest on the same would swell up. The question had been so often gone into that all that remained for him—Mr M'Clure—to say now was that our burden would be increased if the railroad were not completed. xyxy=(30,935,195,1086)
paragraph: The Provincial Treasurer, in bringing before the Council the motion standing in his name, as follows:—"That this Council specially recommends, in terms of clause 36, of the 'Southland Waste Lands Act, 1865,' that a grant of land, not exceeding 25,000 acres, be made for railway works in Southland,"—said the motion was in itself so explicit as to relieve him of the necessity of saying much in introducing it. (Mr Blacklock here read the correspondence between the Superintendent of Southland and the Colonial Secretary, and also, correspondence with Mr Paterson.) It would be seen that Mr Paterson had estimated the cost of completion at £27,200, this with the allowance to cover interest would make a total of £30,000, so that it would be seem that we were in a position to complete the work at a much less cost than was anticipated. xyxy=(30,285,195,552)
paragraph: The Speaker would remind the House that carrying the motion would not increase our debt, but really tend to lessen it. xyxy=(30,1263,195,1310)
paragraph: Whitmore, before leaving, endeavored to make provision for the defence of Wanganui, but it is thought the provision made was insufficient. xyxy=(378,873,548,920)
and-label: and xyxy=(811,870,823,880)
